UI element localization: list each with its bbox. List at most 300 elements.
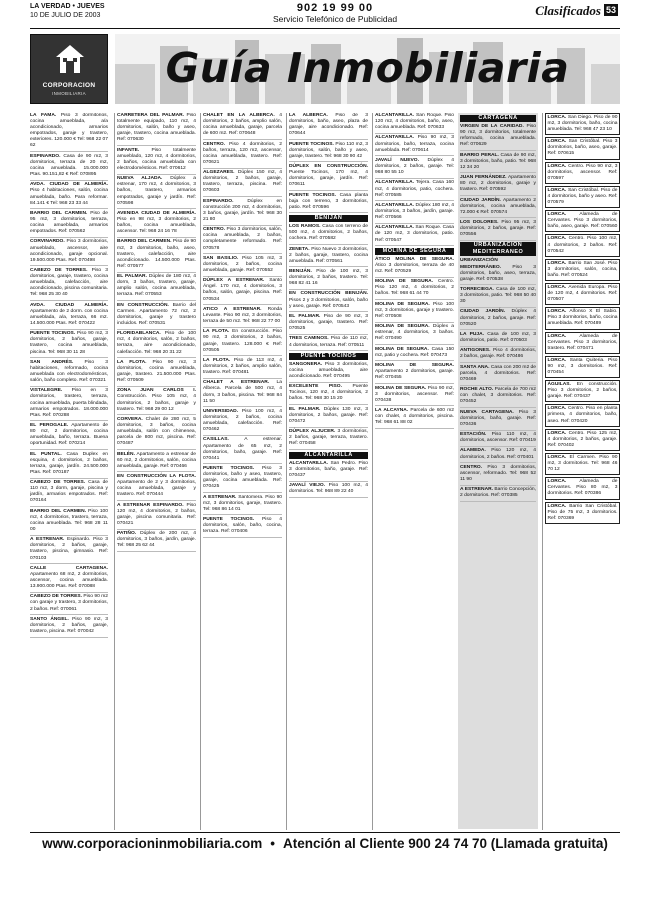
listing-description: Piso 4 habitaciones, salón, cocina amueblada, baño. Para reformar. 84.141 € Tel: 968 23 33 44: [30, 188, 108, 206]
section-heading: CARTAGENA: [460, 115, 536, 122]
listing-item: [30, 154, 108, 181]
listing-item: [203, 495, 282, 516]
listing-location: ATICO A ESTRENAR.: [203, 306, 262, 312]
listing-description: Apartamento de 2 y 3 dormitorios, cocina amueblada, garaje y trastero. Ref: 070444: [117, 480, 196, 498]
listing-item: [545, 404, 620, 426]
listing-description: Apartamento de 80 m2, 2 dormitorios, cocina amueblada, baño, terraza. Buena oportunidad. Ref: 070214: [30, 423, 108, 447]
header-divider: [30, 28, 620, 29]
listing-description: Pisos 2 y 3 dormitorios, salón, baño y aseo, garaje. Ref: 070543: [289, 297, 368, 309]
listing-item: [289, 247, 368, 268]
listing-description: Santa Quiteria. Piso 90 m2, 3 dormitorios. Ref: 070454: [547, 357, 618, 375]
listing-item: [203, 409, 282, 436]
listing-item: [460, 365, 536, 386]
listing-description: En construcción. Piso 90 m2, 3 dormitorios, 2 baños, garaje, trastero. 128.000 € Ref: 070505: [203, 329, 282, 353]
listing-location: BENIJÁN.: [289, 269, 312, 274]
listing-location: ALCANTARILLA.: [375, 180, 415, 186]
listing-description: Piso 3 habitaciones, reformado, cocina amueblada con electrodomésticos, salón, baño completo. Ref: 070321: [30, 359, 108, 384]
listing-location: LORCA.: [547, 503, 567, 509]
listing-description: Piso 3 dormitorios, baño y aseo, trastero, garaje, cocina amueblada. Ref: 070425: [203, 466, 282, 490]
listing-location: CABEZO DE TORRES.: [30, 594, 82, 600]
listing-item: [460, 287, 536, 308]
listing-item: [117, 503, 196, 530]
cartagena-panel: [458, 113, 538, 829]
listing-item: [545, 332, 620, 354]
listing-item: [545, 259, 620, 281]
listing-description: Dúplex 4 dormitorios, 2 baños, garaje. Tel: 968 80 55 10: [375, 157, 454, 176]
listing-description: Casa 150 m2, patio y cochera. Ref: 070473: [375, 346, 454, 358]
publication-name: LA VERDAD • JUEVES: [30, 3, 105, 10]
listing-location: LORCA.: [547, 479, 567, 485]
listing-item: [30, 182, 108, 209]
listing-location: INFANTE.: [117, 147, 140, 153]
listing-description: Piso en 3 dormitorios, trastero, terraza, cocina amueblada, puerta blindada, armarios empotrados. 18.000.000 Ptas. Ref: 070288: [30, 388, 108, 418]
listing-location: A ESTRENAR.: [203, 494, 237, 500]
listing-item: [203, 466, 282, 493]
listing-description: Apartamento 2 dormitorios, garaje. Ref: 070455: [375, 369, 454, 381]
listing-location: CIUDAD JARDÍN.: [460, 309, 506, 315]
listing-item: [289, 291, 368, 312]
advertising-service-label: Servicio Telefónico de Publicidad: [272, 14, 398, 24]
listing-location: EN CONSTRUCCIÓN.: [117, 302, 169, 308]
listing-description: Dúplex a estrenar, 4 dormitorios, 3 baños. Ref: 070490: [375, 324, 454, 342]
listing-location: ALCANTARILLA.: [375, 135, 415, 141]
listing-item: [117, 417, 196, 450]
listing-item: [30, 211, 108, 238]
section-heading: URBANIZACION MEDITERRANEO: [460, 242, 536, 256]
section-name: [535, 3, 618, 19]
listing-location: CARRETERA DEL PALMAR.: [117, 113, 185, 118]
listing-item: [375, 363, 454, 384]
listing-description: La Alberca. Parcela de 500 m2, 4 dorm, 3 baños, piscina. Tel: 968 84 11 50: [203, 380, 282, 404]
listing-description: Piso de 95 m2, 3 dormitorios, terraza, cocina amueblada, armarios empotrados. Ref: 070562: [30, 210, 108, 235]
listing-location: BARRIO DEL CARMEN.: [117, 239, 172, 245]
listing-description: Piso 3 dormitorios, cocina amueblada, aire acondicionado. Ref: 070495: [289, 361, 368, 379]
listing-location: ALCANTARILLA.: [375, 113, 415, 118]
listing-description: Piso 90 m2, 3 dormitorios, 2 baños, garaje, trastero, cocina amueblada, piscina. Tel: 968 30 11 28: [30, 331, 108, 355]
listing-item: [30, 452, 108, 479]
listing-location: LORCA.: [547, 260, 567, 266]
listing-location: LORCA.: [547, 236, 567, 242]
listing-item: [117, 148, 196, 175]
listing-description: Casa de 100 m2, 3 dormitorios, patio. Tel: 968 50 40 30: [460, 287, 536, 305]
listing-description: San Cristóbal. Piso de 4 dormitorios, baño y aseo. Ref: 070579: [547, 187, 618, 206]
listing-column-7: [542, 113, 620, 830]
listing-item: [203, 278, 282, 305]
listing-location: ESPINARDO.: [30, 153, 61, 159]
listing-description: Piso 3 dormitorios, amueblado, ascensor, aire acondicionado, garaje opcional. 19.500.000 Ptas. Ref: 070498: [30, 239, 108, 263]
listing-location: ANTIGONES.: [460, 348, 491, 354]
listing-column-5: [372, 113, 454, 830]
listing-description: Ático 3 dormitorios, terraza de 40 m2. Ref: 070529: [375, 262, 454, 274]
listing-item: [30, 537, 108, 564]
listing-item: [460, 387, 536, 408]
listing-item: [289, 407, 368, 428]
listing-location: TORRECIEGA.: [460, 287, 494, 292]
listing-item: [545, 307, 620, 329]
listing-location: BELÉN.: [117, 451, 135, 457]
listing-location: LORCA.: [547, 163, 567, 169]
listing-description: Santo Ángel. 170 m2, 4 dormitorios, 3 baños, salón, garaje, piscina. Ref: 070534: [203, 278, 282, 302]
publication-info: [30, 2, 105, 20]
listing-description: Ronda Levante. Piso 90 m2, 3 dormitorios, terraza de 50 m2. Tel: 968 22 77 00: [203, 306, 282, 325]
listing-description: Apartamento de 2 dorm. con cocina amueblada, a/a, terraza, 66 m2. 14.500.000 Ptas. Ref: 070422: [30, 308, 108, 326]
advertising-service: [230, 2, 440, 24]
listing-item: [375, 113, 454, 134]
listing-location: ALCANTARILLA.: [375, 225, 415, 231]
listing-location: MOLINA DE SEGURA.: [375, 385, 427, 391]
listing-description: Centro. Piso 125 m2, 4 dormitorios, 2 baños, garaje. Ref: 070402: [547, 430, 618, 448]
listing-item: [203, 307, 282, 328]
listing-description: Piso de 90 m2, 3 dormitorios, baño, aseo, trastero, calefacción, aire acondicionado. 14.500.000 Ptas. Ref: 070577: [117, 239, 196, 269]
listing-location: PUENTE TOCINOS.: [30, 331, 76, 337]
listing-item: [289, 362, 368, 383]
listing-description: Puente Tocinos, 120 m2, 4 dormitorios, 2 baños. Tel: 968 30 15 20: [289, 384, 368, 402]
listing-description: Barrio San José. Piso 3 dormitorios, salón, cocina, baño. Ref: 070524: [547, 260, 618, 278]
listing-location: CIUDAD JARDÍN.: [460, 197, 501, 203]
section-heading: ALCANTARILLA: [289, 452, 368, 459]
listing-description: Piso 3 dormitorios, ascensor, reformado. Tel: 968 52 11 90: [460, 464, 536, 483]
listing-location: LA ALCAYNA.: [375, 408, 409, 413]
listing-item: [289, 142, 368, 163]
listing-item: [375, 135, 454, 156]
listing-item: [117, 331, 196, 358]
page-number: 53: [605, 5, 616, 15]
listing-item: [460, 124, 536, 151]
listing-location: TRES CAMINOS.: [289, 336, 329, 342]
listing-description: Piso 90 m2, 3 dormitorios, 2 baños, garaje, trastero, piscina. Ref: 070042: [30, 616, 108, 635]
listing-description: Casa con 200 m2 de parcela, 4 dormitorios. Ref: 070469: [460, 364, 536, 382]
section-heading: PUENTE TOCINOS: [289, 353, 368, 360]
listing-description: Piso 3 dormitorios, baño, aseo, terraza, garaje. Ref: 070538: [460, 264, 536, 282]
listing-location: VIRGEN DE LA CARIDAD.: [460, 124, 524, 129]
listing-item: [545, 429, 620, 451]
listing-location: LA FLOTA.: [203, 357, 231, 363]
listing-location: AVDA. CIUDAD DE ALMERÍA.: [30, 182, 108, 188]
listing-item: [289, 429, 368, 450]
listing-description: Apartamento 80 m2, 2 dormitorios, garaje y trastero. Ref: 070592: [460, 175, 536, 193]
listing-item: [117, 452, 196, 473]
listing-item: [375, 158, 454, 179]
listing-item: [203, 142, 282, 169]
listing-item: [117, 176, 196, 209]
listing-description: Piso 3 dormitorios, garaje, trastero, cocina amueblada, calefacción, aire acondicionado, piscina comunitaria. Tel: 968 25 30 40: [30, 268, 108, 298]
listing-column-1: [30, 113, 108, 830]
listing-location: DÚPLEX ALJUCER.: [289, 429, 336, 435]
listing-location: PUENTE TOCINOS.: [289, 141, 334, 147]
listing-location: MOLINA DE SEGURA.: [375, 324, 430, 330]
listing-description: Piso 100 m2, 4 dormitorios. Tel: 968 89 22 40: [289, 483, 368, 495]
listing-description: Piso de 110 m2, 4 dormitorios, terraza. Ref: 070511: [289, 336, 368, 348]
listing-item: [545, 234, 620, 256]
listing-description: San Diego. Piso de 90 m2, 3 dormitorios, baño, cocina amueblada. Tel: 968 47 23 10: [547, 115, 618, 133]
listing-item: [203, 358, 282, 379]
listing-location: CHALET A ESTRENAR.: [203, 380, 270, 386]
listing-description: Piso totalmente equipado, 110 m2, 4 dormitorios, salón, baño y aseo, garaje, trastero, cocina amueblada. Ref: 070630: [117, 113, 196, 143]
listing-item: [460, 432, 536, 447]
listing-location: MOLINA DE SEGURA.: [375, 363, 454, 369]
listing-location: ROCHE ALTO.: [460, 387, 494, 393]
listing-item: [30, 388, 108, 421]
listing-item: [289, 461, 368, 482]
listing-description: En construcción. Piso 3 dormitorios, 2 baños, garaje. Ref: 070437: [547, 382, 618, 400]
listing-item: [203, 170, 282, 197]
agency-website[interactable]: www.corporacioninmobiliaria.com: [42, 836, 263, 851]
listing-item: [460, 348, 536, 363]
listing-item: [545, 453, 620, 475]
listing-item: [460, 448, 536, 463]
listing-location: EN CONSTRUCCIÓN LA FLOTA.: [117, 474, 196, 480]
listing-description: Apartamento 2 dormitorios, cocina amueblada, 72.000 € Ref: 070574: [460, 197, 536, 215]
listing-item: [545, 283, 620, 305]
listing-item: [30, 509, 108, 536]
listing-location: EN CONSTRUCCIÓN BENIJÁN.: [289, 291, 368, 297]
listing-item: [117, 211, 196, 238]
listing-description: Apartamento 68 m2, 2 dormitorios, ascensor, cocina amueblada. 13.900.000 Ptas. Ref: 070088: [30, 571, 108, 590]
listing-description: San Roque. Piso 120 m2, 4 dormitorios, baño, aseo, cocina amueblada. Ref: 070633: [375, 113, 454, 131]
listing-location: SAN BASILIO.: [203, 255, 239, 261]
listing-item: [375, 203, 454, 224]
listing-location: MOLINA DE SEGURA.: [375, 279, 434, 285]
listing-item: [460, 332, 536, 347]
listing-description: Espinardo. Piso 3 dormitorios, 2 baños, garaje, trastero, piscina, gimnasio. Ref: 070103: [30, 537, 108, 561]
listing-location: LORCA.: [547, 333, 567, 339]
listing-description: Construcción. Piso 105 m2, 4 dormitorios, 2 baños, garaje y trastero. Tel: 968 29 00 12: [117, 394, 196, 412]
listing-location: LORCA.: [547, 212, 567, 218]
listing-item: [375, 257, 454, 278]
listing-item: [460, 258, 536, 285]
listing-location: LA PUJA.: [460, 331, 484, 337]
listing-description: Barrio del Carmen. Apartamento 72 m2, 2 dormitorios, garaje y trastero incluidos. Ref: 070531: [117, 302, 196, 326]
listing-location: EL PALMAR.: [289, 313, 321, 319]
guide-title: Guía Inmobiliaria: [165, 44, 570, 92]
listing-item: [460, 465, 536, 486]
listing-description: Tejera. Casa 160 m2, 4 dormitorios, patio, cochera. Ref: 070585: [375, 180, 454, 198]
listing-item: [117, 113, 196, 146]
listing-location: AVDA. CIUDAD ALMERÍA.: [30, 302, 108, 308]
listing-item: [203, 113, 282, 140]
listing-item: [375, 180, 454, 201]
listing-location: DÚPLEX A ESTRENAR.: [203, 278, 265, 284]
listing-location: LOS DOLORES.: [460, 219, 499, 225]
listing-description: Piso 90 m2, 3 dormitorios, ascensor. Ref: 070438: [375, 385, 454, 403]
section-heading: BENIJAN: [289, 215, 368, 222]
listing-item: [117, 388, 196, 415]
listing-location: SANTO ÁNGEL.: [30, 616, 69, 622]
listing-location: NUEVA ALJADA.: [117, 176, 163, 182]
listing-description: Barrio Concepción, 2 dormitorios. Ref: 070385: [460, 487, 537, 499]
listing-description: Dúplex 180 m2, 4 dormitorios, 3 baños, jardín, garaje. Ref: 070566: [375, 202, 454, 221]
agency-logo: [30, 34, 108, 104]
listing-item: [545, 137, 620, 159]
footer-divider: [30, 832, 620, 833]
listing-location: ÁTICO MOLINA DE SEGURA.: [375, 256, 454, 262]
listing-description: Casa de 90 m2, 3 dormitorios, baño, patio. Tel: 968 12 34 20: [460, 152, 536, 170]
listing-location: CHALET EN LA ALBERCA.: [203, 113, 275, 118]
listing-location: PATIÑO.: [117, 531, 137, 537]
listing-description: San Roque. Casa de 120 m2, 3 dormitorios, patio. Ref: 070547: [375, 225, 454, 243]
listing-description: Alameda de Cervantes. Piso 80 m2, 3 dormitorios. Ref: 070386: [547, 479, 618, 497]
listing-location: SAN ANDRÉS.: [30, 359, 74, 365]
listing-location: JAVALÍ NUEVO.: [375, 157, 419, 163]
listing-location: PUENTE TOCINOS.: [203, 466, 255, 472]
listing-location: SANTA ANA.: [460, 364, 490, 370]
listing-item: [460, 410, 536, 431]
listing-location: ESPINARDO.: [203, 198, 234, 204]
listing-column-2: [114, 113, 196, 830]
listing-description: Piso 3 dormitorios, salón, cocina amueblada, 2 baños, completamente reformado. Ref: 070578: [203, 227, 282, 251]
listing-item: [375, 408, 454, 429]
listing-item: [30, 423, 108, 450]
listing-description: Piso Nuevo 3 dormitorios, 2 baños, garaje, trastero, cocina amueblada. Ref: 070561: [289, 246, 368, 264]
listing-location: SANGONERA.: [289, 361, 323, 367]
listing-description: Casa Duplex en esquina, 4 dormitorios, 2 baños, terraza, garaje, jardín. 24.500.000 Ptas. Ref: 070187: [30, 451, 108, 475]
listing-location: AVENIDA CIUDAD DE ALMERÍA.: [117, 210, 196, 216]
listing-item: [460, 198, 536, 219]
listing-location: VISTALEGRE.: [30, 388, 63, 394]
listing-item: [375, 386, 454, 407]
listing-location: PUENTE TOCINOS.: [289, 192, 337, 198]
agency-subtitle: INMOBILIARIA: [52, 91, 86, 96]
listing-location: EL PEROGALE.: [30, 423, 69, 428]
listing-item: [460, 153, 536, 174]
listing-description: Centro. Piso 120 m2, 4 dormitorios, 2 baños. Tel: 968 61 44 70: [375, 279, 454, 297]
listing-location: LORCA.: [547, 115, 567, 120]
listing-description: Piso 3 dormitorios, cocina amueblada, a/a acondicionado, armarios empotrados, garaje y trastero, exteriores. 120.000 € Tel: 968 22 07 62: [30, 113, 108, 149]
listing-location: A ESTRENAR ESPINARDO.: [117, 502, 184, 508]
listing-description: Casa de 110 m2, 3 dorm, garaje, piscina y jardín, armarios empotrados. Ref: 070164: [30, 480, 108, 504]
listing-location: ZONA JUAN CARLOS I.: [117, 388, 196, 394]
listing-item: [117, 474, 196, 501]
listing-item: [30, 566, 108, 593]
listing-description: Piso 100 m2, 4 dormitorios, trastero, terraza, cocina amueblada. Tel: 968 28 11 00: [30, 508, 108, 532]
listing-description: Piso 90 m2, 3 dormitorios, cocina amueblada, garaje, trastero. 21.500.000 Ptas. Ref: 070509: [117, 359, 196, 384]
house-icon: [54, 43, 86, 75]
listing-item: [203, 517, 282, 538]
listing-description: Piso de 100 m2, 4 dormitorios, salón, 2 baños, terraza, aire acondicionado, calefacción. Tel: 968 20 31 22: [117, 331, 196, 355]
listing-location: CALLE CARTAGENA.: [30, 565, 108, 571]
listing-description: Dúplex de 200 m2, 4 dormitorios, 3 baños, jardín, garaje. Tel: 968 25 62 44: [117, 531, 196, 549]
listing-description: Alameda de Cervantes. Piso 3 dormitorios, baño, aseo, garaje. Ref: 070560: [547, 212, 618, 230]
listing-location: UNIVERSIDAD.: [203, 408, 239, 414]
listing-description: Centro. Piso 100 m2, 4 dormitorios, 2 baños. Ref: 070542: [547, 236, 618, 254]
listing-item: [289, 483, 368, 498]
listing-description: Piso 110 m2, 4 dormitorios, ascensor. Ref: 070419: [460, 432, 536, 444]
listing-location: EL PALMAR.: [289, 406, 321, 412]
listing-item: [375, 302, 454, 323]
listing-description: Piso 4 dormitorios, salón, baño, cocina, terraza. Ref: 070406: [203, 517, 282, 535]
listing-location: LORCA.: [547, 139, 567, 145]
listing-location: MOLINA DE SEGURA.: [375, 301, 430, 307]
listing-location: ALCANTARILLA.: [375, 202, 415, 208]
listing-location: BARRIO DEL CARMEN.: [30, 508, 87, 514]
listing-item: [117, 239, 196, 272]
listing-description: Piso 4 dormitorios, 2 baños, terraza, 120 m2, ascensor, cocina amueblada, trastero. Ref: 070621: [203, 141, 282, 165]
listing-item: [117, 303, 196, 330]
footer-separator: •: [270, 836, 275, 851]
listing-location: CABEZO DE TORRES.: [30, 480, 86, 486]
listing-description: Dúplex 4 dormitorios, 2 baños, garaje. Ref: 070520: [460, 309, 536, 327]
listing-description: Piso 90 m2, 3 dormitorios, baño, terraza, cocina amueblada. Ref: 070614: [375, 135, 454, 153]
listing-description: Dúplex en construcción 200 m2, 4 dormitorios, 3 baños, garaje, jardín. Tel: 968 30 21 80: [203, 198, 282, 222]
listing-column-4: [286, 113, 368, 830]
listing-item: [30, 239, 108, 266]
customer-service-line: Atención al Cliente 900 24 74 70 (Llamada gratuita): [282, 836, 608, 851]
listing-item: [30, 268, 108, 301]
listing-location: JAVALÍ VIEJO.: [289, 483, 326, 489]
listing-item: [375, 225, 454, 246]
listing-description: Apartamento a estrenar de 60 m2, 2 dormitorios, salón, cocina amueblada, garaje. Ref: 070466: [117, 451, 196, 469]
listing-item: [203, 199, 282, 226]
listing-location: BARRIO DEL CARMEN.: [30, 210, 88, 216]
listing-item: [289, 224, 368, 245]
listing-item: [460, 175, 536, 196]
listing-item: [545, 477, 620, 499]
listing-column-3: [200, 113, 282, 830]
listing-item: [117, 274, 196, 301]
listing-location: CORVERA.: [117, 416, 143, 422]
listing-description: Piso 105 m2, 3 dormitorios, 2 baños, cocina amueblada, garaje. Ref: 070552: [203, 255, 282, 273]
listing-location: LORCA.: [547, 430, 567, 436]
listing-description: Casa planta baja con terreno, 3 dormitorios, patio. Ref: 070596: [289, 192, 368, 210]
listing-item: [545, 186, 620, 208]
section-heading: MOLINA DE SEGURA: [375, 248, 454, 255]
listing-item: [117, 360, 196, 387]
listing-description: Puente Tocinos, 170 m2, 4 dormitorios, garaje, jardín. Ref: 070611: [289, 170, 368, 188]
page-header: [0, 0, 650, 30]
listing-item: [289, 193, 368, 214]
listing-description: Parcela de 700 m2 con chalet, 3 dormitorios. Ref: 070452: [460, 387, 536, 405]
listing-location: CENTRO.: [460, 464, 483, 470]
listing-location: LOS RAMOS.: [289, 224, 321, 230]
listing-location: LORCA.: [547, 357, 567, 363]
listing-description: San Pedro. Piso 3 dormitorios, baño, garaje. Ref: 070437: [289, 460, 368, 478]
listing-location: LORCA.: [547, 406, 567, 412]
listing-item: [289, 113, 368, 140]
listing-location: FLORIDABLANCA.: [117, 331, 161, 337]
listing-item: [460, 309, 536, 330]
listing-description: Dúplex 150 m2, 4 dormitorios, 2 baños, garaje, trastero, terraza, piscina. Ref: 070603: [203, 170, 282, 194]
listing-item: [30, 113, 108, 152]
listing-description: Casa de 90 m2, 3 dormitorios, terraza de 20 m2, cocina amueblada. 15.000.000 Ptas. 90.151,82 € Ref: 070895: [30, 153, 108, 178]
listing-item: [203, 256, 282, 277]
listing-location: LORCA.: [547, 284, 567, 290]
advertising-phone: 902 19 99 00: [296, 2, 374, 14]
listing-item: [203, 227, 282, 254]
listing-item: [460, 487, 536, 502]
listing-description: Alfonso X El Sabio. Piso 3 dormitorios, baño, cocina amueblada. Ref: 070489: [547, 309, 618, 327]
listing-description: Centro. Piso 90 m2, 3 dormitorios, ascensor. Ref: 070597: [547, 163, 618, 181]
guide-banner: [115, 34, 620, 104]
listing-item: [545, 210, 620, 232]
listing-description: Piso de 3 dormitorios, baño, aseo, plaza de garaje, aire acondicionado. Ref: 070644: [289, 113, 368, 137]
listing-item: [545, 356, 620, 378]
listing-item: [30, 617, 108, 638]
listing-item: [375, 347, 454, 362]
listing-item: [545, 380, 620, 402]
listing-location: EXCELENTE PISO.: [289, 384, 342, 390]
listing-column-6: [458, 113, 538, 830]
listing-location: ALCANTARILLA.: [289, 460, 329, 466]
listing-description: Piso 110 m2, 3 dormitorios, salón, baño y aseo, garaje, trastero. Tel: 968 30 90 42: [289, 141, 368, 159]
listing-location: URBANIZACIÓN MEDITERRÁNEO.: [460, 258, 502, 270]
listing-location: LA FAMA.: [30, 113, 57, 118]
listing-item: [30, 594, 108, 615]
listing-description: Piso de 100 m2, 3 dormitorios, 2 baños, trastero. Tel: 968 82 41 16: [289, 269, 368, 287]
listing-description: El Carmen. Piso 90 m2, 3 dormitorios. Tel: 968 46 70 12: [547, 454, 618, 473]
listing-description: Piso 100 m2, 4 dormitorios, 2 baños, cocina amueblada, calefacción. Ref: 070462: [203, 408, 282, 433]
listing-item: [545, 113, 620, 135]
listing-item: [375, 324, 454, 345]
